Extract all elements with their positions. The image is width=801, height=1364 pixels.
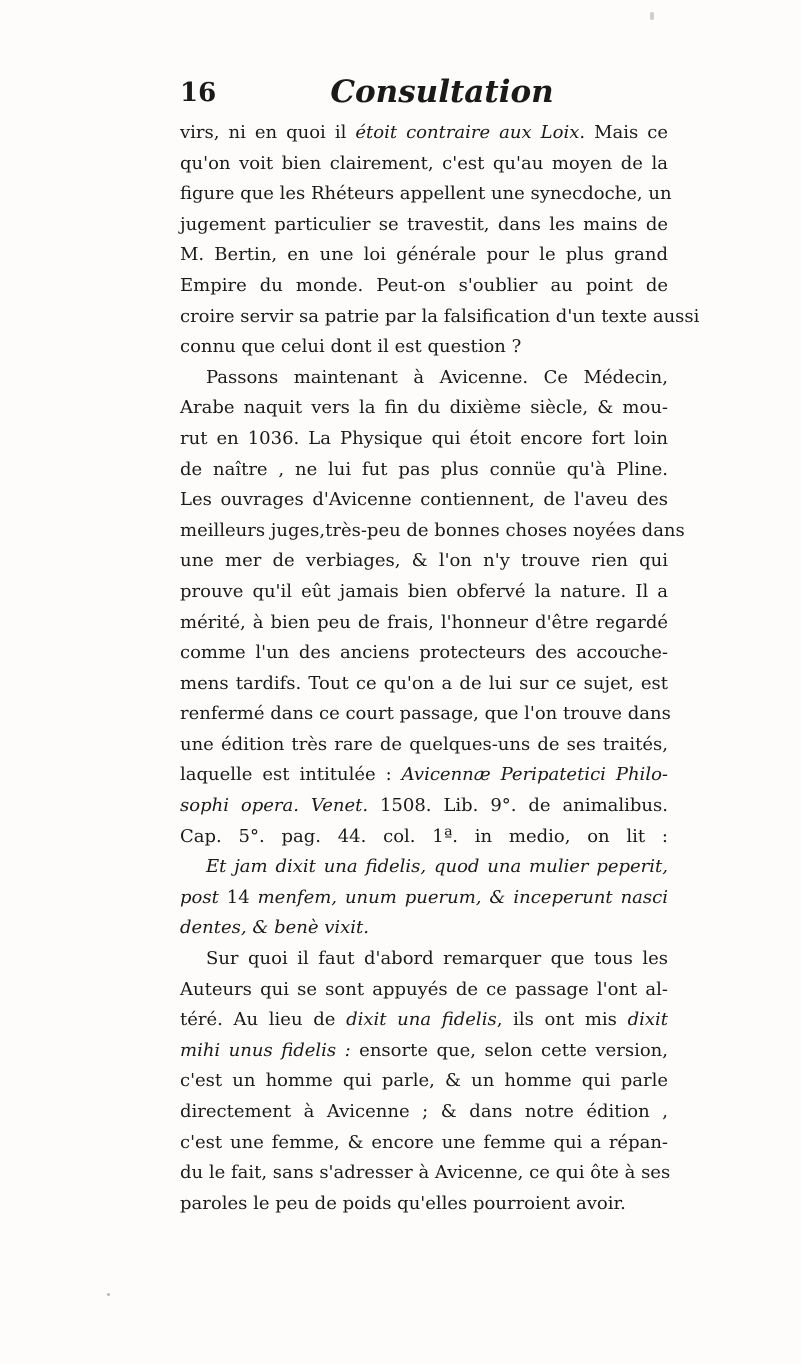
text-segment: qu'on voit bien clairement, c'est qu'au moyen de la [180, 152, 668, 174]
text-segment: c'est un homme qui parle, & un homme qui parle [180, 1070, 668, 1092]
text-segment: directement à Avicenne ; & dans notre édition , [180, 1101, 668, 1122]
text-segment: croire servir sa patrie par la falsification d'un texte aussi [180, 305, 700, 327]
text-line [180, 1158, 671, 1189]
text-segment: Passons maintenant à Avicenne. Ce Médecin, [206, 366, 668, 388]
text-segment: ensorte que, selon cette version, [350, 1039, 668, 1061]
ink-smear [650, 12, 654, 20]
text-line [180, 455, 668, 486]
text-line [180, 822, 668, 853]
text-line [180, 240, 668, 271]
text-segment: connu que celui dont il est question ? [180, 336, 522, 358]
text-segment: une édition très rare de quelques-uns de ses traités, [180, 733, 668, 755]
italic-text: mihi unus fidelis : [180, 1039, 351, 1061]
text-line [180, 332, 668, 363]
running-title: Consultation [330, 74, 554, 110]
italic-text: menfem, unum puerum, & inceperunt nasci [257, 886, 668, 908]
text-line [180, 363, 668, 394]
text-line [180, 638, 668, 669]
text-line [180, 760, 668, 791]
text-line [180, 302, 700, 333]
text-segment: comme l'un des anciens protecteurs des accouche- [180, 642, 668, 664]
text-segment: de naître , ne lui fut pas plus connüe qu'à Pline. [180, 458, 668, 480]
text-line [180, 1097, 668, 1128]
text-line [180, 149, 668, 180]
text-segment: jugement particulier se travestit, dans les mains de [180, 213, 668, 235]
text-line [180, 1005, 668, 1036]
text-line [180, 852, 668, 883]
text-segment: . Mais ce [579, 122, 669, 143]
text-line [180, 118, 668, 149]
italic-text: dixit una fidelis [346, 1009, 497, 1031]
text-segment: 1508. Lib. 9°. de animalibus. [368, 795, 668, 817]
text-segment: Auteurs qui se sont appuyés de ce passage l'ont al- [180, 978, 668, 1000]
text-line [180, 730, 668, 761]
body-text [180, 118, 700, 1219]
text-line [180, 608, 668, 639]
text-segment: virs, ni en quoi il [180, 122, 356, 143]
text-line [180, 975, 668, 1006]
text-line [180, 1189, 668, 1220]
text-segment: renfermé dans ce court passage, que l'on trouve dans [180, 703, 671, 725]
text-segment: téré. Au lieu de [180, 1009, 347, 1031]
text-segment: paroles le peu de poids qu'elles pourroient avoir. [180, 1192, 626, 1214]
text-segment: M. Bertin, en une loi générale pour le plus grand [180, 244, 668, 266]
italic-text: sophi opera. Venet. [180, 795, 369, 817]
text-line [180, 210, 668, 241]
text-segment: c'est une femme, & encore une femme qui a répan- [180, 1131, 668, 1153]
page-number: 16 [180, 78, 217, 108]
text-line [180, 669, 668, 700]
text-line [180, 271, 668, 302]
text-segment: une mer de verbiages, & l'on n'y trouve rien qui [180, 550, 668, 572]
text-line [180, 577, 668, 608]
text-line [180, 1128, 668, 1159]
text-segment: laquelle est intitulée : [180, 764, 402, 786]
text-line [180, 913, 668, 944]
text-segment: meilleurs juges,très-peu de bonnes choses noyées dans [180, 519, 685, 541]
text-line [180, 424, 668, 455]
text-segment: du le fait, sans s'adresser à Avicenne, ce qui ôte à ses [180, 1162, 671, 1184]
italic-text: dentes, & benè vixit. [180, 917, 370, 939]
text-segment: Cap. 5°. pag. 44. col. 1ª. in medio, on lit : [180, 825, 668, 847]
page-header [180, 74, 660, 116]
text-line [180, 516, 685, 547]
text-segment: , ils ont mis [496, 1009, 628, 1031]
text-segment: Empire du monde. Peut-on s'oublier au point de [180, 274, 668, 296]
text-line [180, 699, 671, 730]
text-segment: Les ouvrages d'Avicenne contiennent, de l'aveu des [180, 489, 668, 511]
text-line [180, 485, 668, 516]
text-segment: figure que les Rhéteurs appellent une synecdoche, un [180, 183, 672, 205]
text-segment: mens tardifs. Tout ce qu'on a de lui sur ce sujet, est [180, 672, 668, 694]
text-line [180, 883, 668, 914]
text-line [180, 393, 668, 424]
text-segment: 14 [218, 886, 258, 908]
text-line [180, 546, 668, 577]
italic-text: Avicennæ Peripatetici Philo- [401, 764, 668, 786]
paper-speck [107, 1293, 110, 1296]
text-segment: prouve qu'il eût jamais bien obfervé la nature. Il a [180, 580, 668, 602]
italic-text: Et jam dixit una fidelis, quod una mulier peperit, [206, 856, 668, 878]
text-segment: Sur quoi il faut d'abord remarquer que tous les [206, 948, 668, 970]
text-segment: mérité, à bien peu de frais, l'honneur d'être regardé [180, 611, 668, 633]
italic-text: dixit [627, 1009, 669, 1031]
text-line [180, 1066, 668, 1097]
text-segment: rut en 1036. La Physique qui étoit encore fort loin [180, 427, 668, 449]
text-line [180, 791, 668, 822]
text-segment: Arabe naquit vers la fin du dixième siècle, & mou- [180, 397, 668, 419]
text-line [180, 1036, 668, 1067]
text-line [180, 179, 672, 210]
text-line [180, 944, 668, 975]
italic-text: post [180, 886, 219, 908]
italic-text: étoit contraire aux Loix [355, 122, 580, 143]
